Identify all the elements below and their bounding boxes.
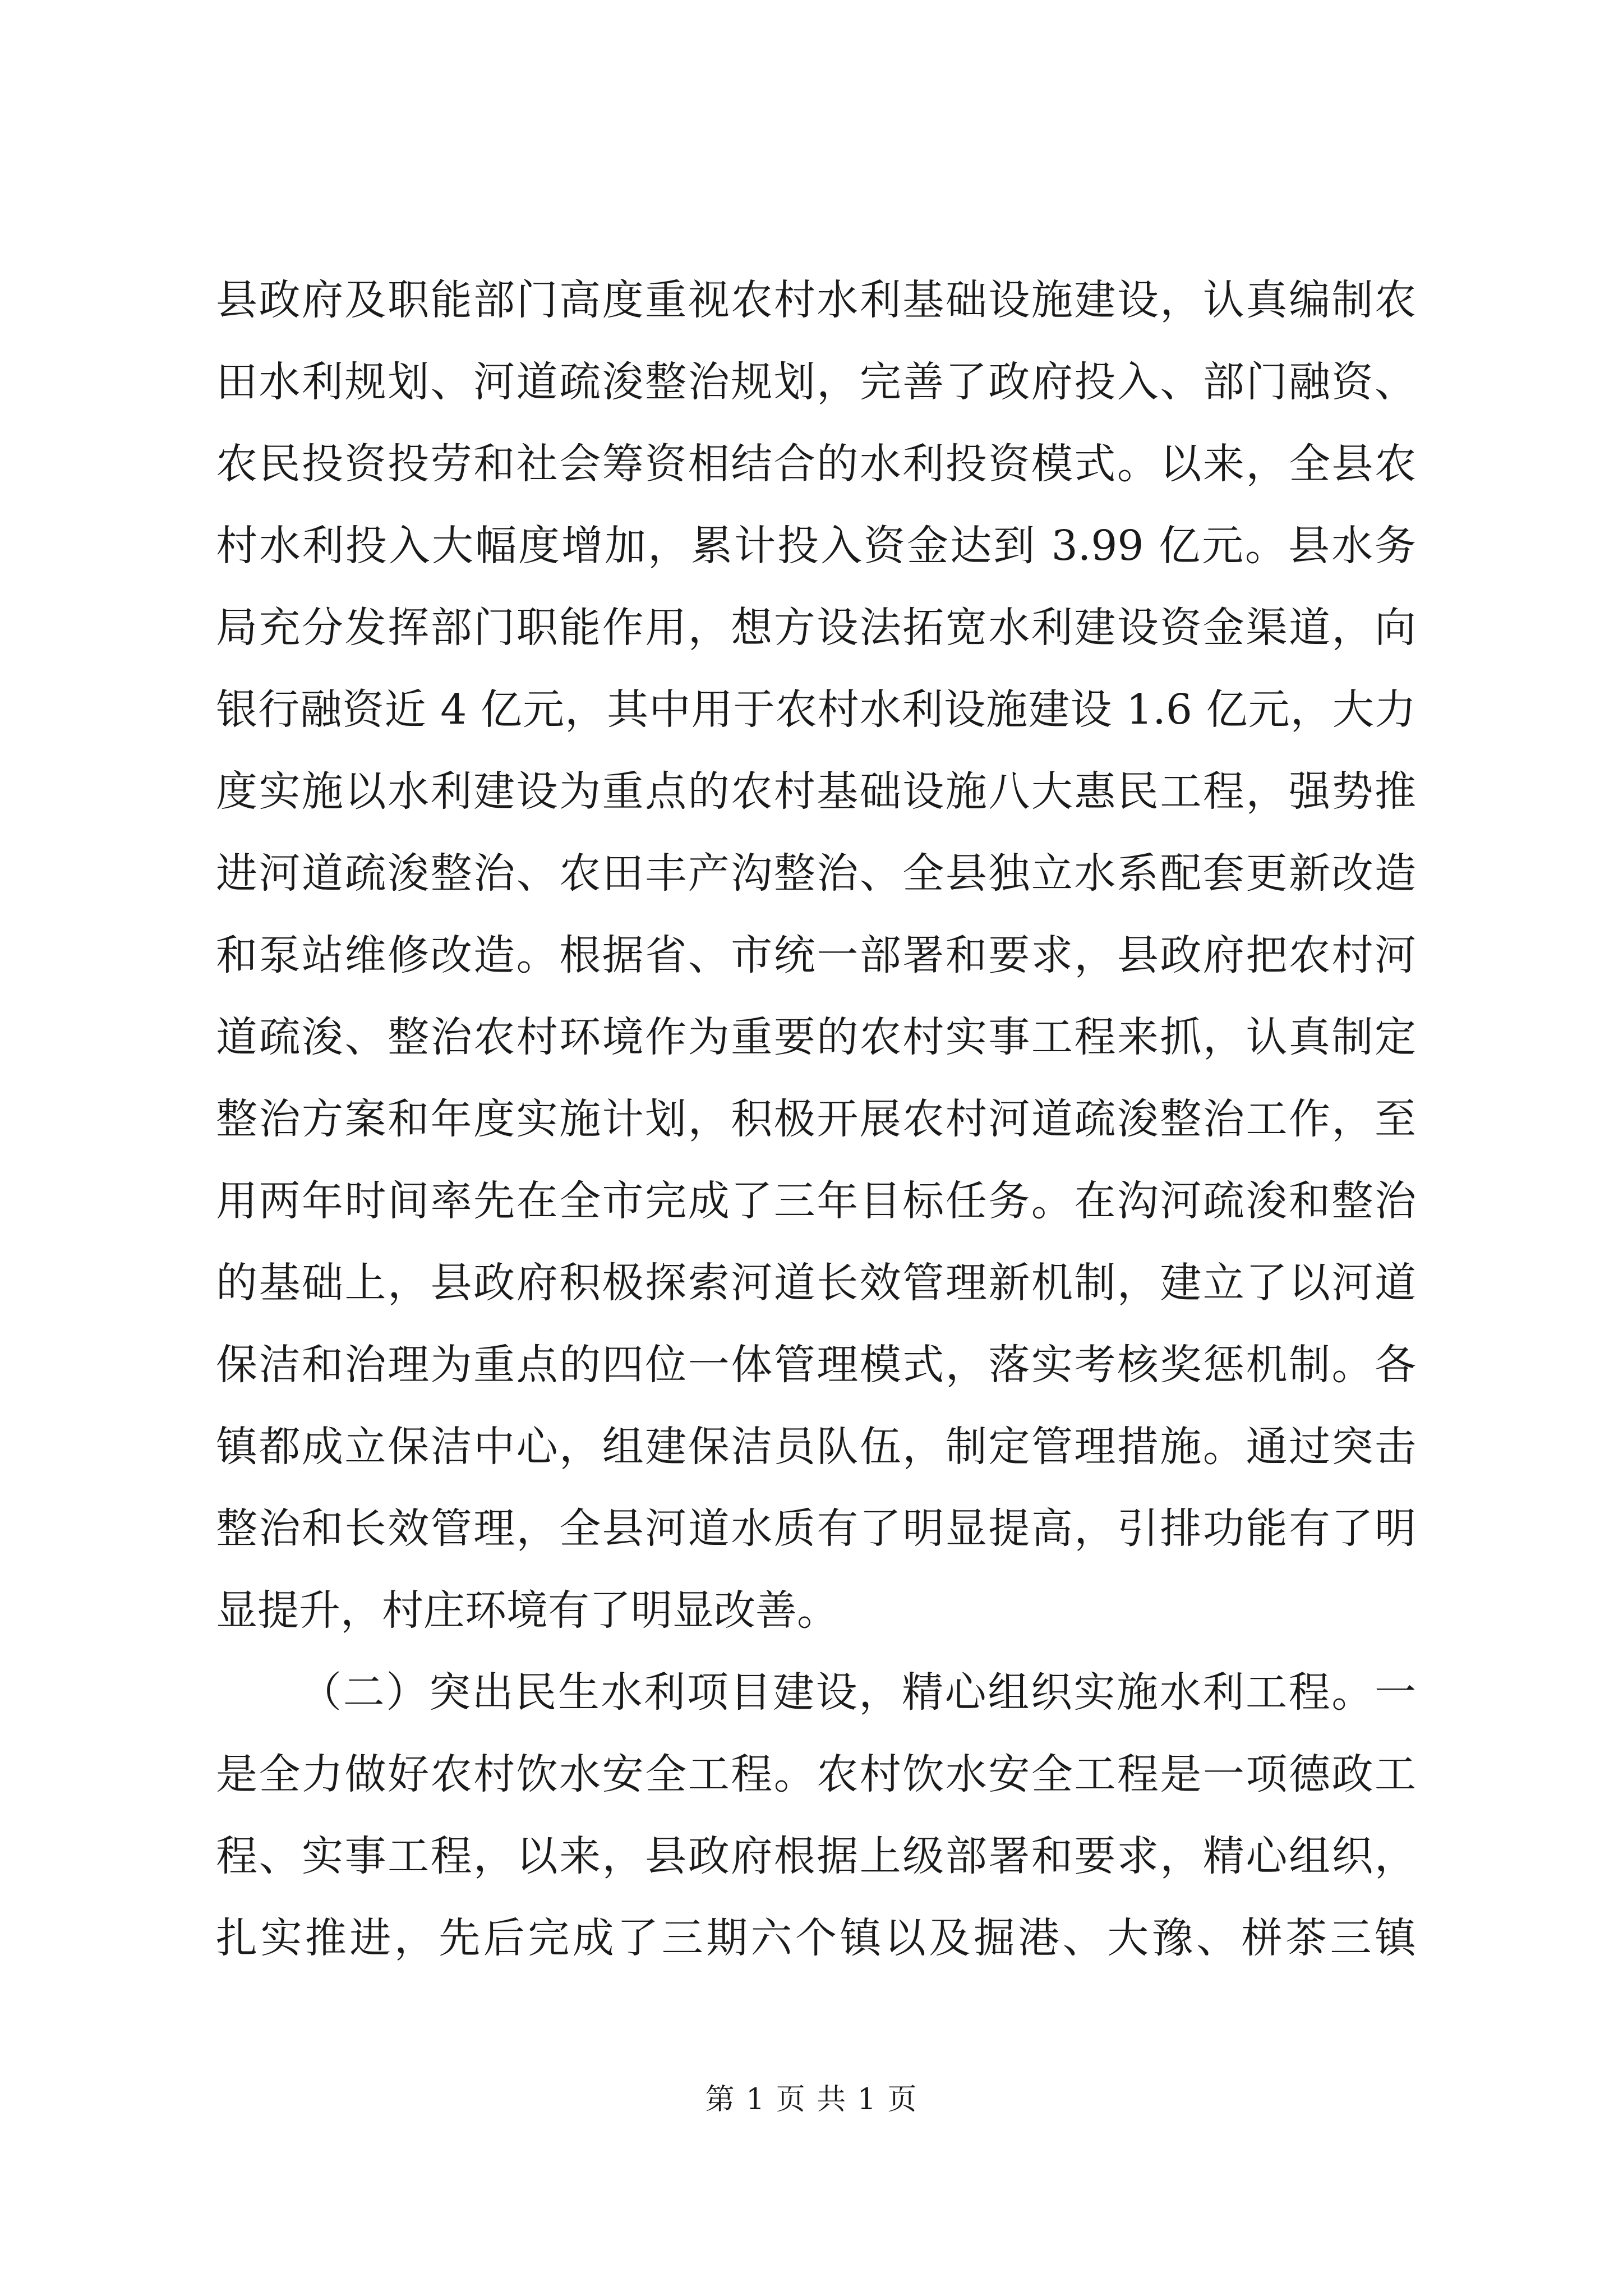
text-line: 程、实事工程，以来，县政府根据上级部署和要求，精心组织，	[216, 1832, 1416, 1880]
text-line: 村水利投入大幅度增加，累计投入资金达到 3.99 亿元。县水务	[216, 522, 1416, 570]
text-line: 银行融资近 4 亿元，其中用于农村水利设施建设 1.6 亿元，大力	[216, 685, 1416, 734]
text-line: 道疏浚、整治农村环境作为重要的农村实事工程来抓，认真制定	[216, 1013, 1416, 1061]
text-line: 整治方案和年度实施计划，积极开展农村河道疏浚整治工作，至	[216, 1095, 1416, 1143]
body-text	[216, 259, 1416, 1979]
text-line: 农民投资投劳和社会筹资相结合的水利投资模式。以来，全县农	[216, 440, 1416, 488]
page-footer: 第 1 页 共 1 页	[705, 2083, 918, 2116]
text-line: 的基础上，县政府积极探索河道长效管理新机制，建立了以河道	[216, 1259, 1416, 1307]
text-line: 田水利规划、河道疏浚整治规划，完善了政府投入、部门融资、	[216, 358, 1416, 406]
section-heading-line: （二）突出民生水利项目建设，精心组织实施水利工程。一	[300, 1668, 1416, 1717]
text-line: 县政府及职能部门高度重视农村水利基础设施建设，认真编制农	[216, 276, 1416, 324]
text-line: 局充分发挥部门职能作用，想方设法拓宽水利建设资金渠道，向	[216, 604, 1416, 652]
text-line: 显提升，村庄环境有了明显改善。	[216, 1586, 838, 1635]
text-line: 保洁和治理为重点的四位一体管理模式，落实考核奖惩机制。各	[216, 1341, 1416, 1389]
text-line: 进河道疏浚整治、农田丰产沟整治、全县独立水系配套更新改造	[216, 849, 1416, 898]
text-line: 扎实推进，先后完成了三期六个镇以及掘港、大豫、栟茶三镇	[216, 1914, 1416, 1962]
text-line: 和泵站维修改造。根据省、市统一部署和要求，县政府把农村河	[216, 931, 1416, 979]
text-line: 度实施以水利建设为重点的农村基础设施八大惠民工程，强势推	[216, 767, 1416, 816]
text-line: 镇都成立保洁中心，组建保洁员队伍，制定管理措施。通过突击	[216, 1423, 1416, 1471]
text-line: 是全力做好农村饮水安全工程。农村饮水安全工程是一项德政工	[216, 1750, 1416, 1798]
text-line: 整治和长效管理，全县河道水质有了明显提高，引排功能有了明	[216, 1504, 1416, 1553]
text-line: 用两年时间率先在全市完成了三年目标任务。在沟河疏浚和整治	[216, 1177, 1416, 1225]
